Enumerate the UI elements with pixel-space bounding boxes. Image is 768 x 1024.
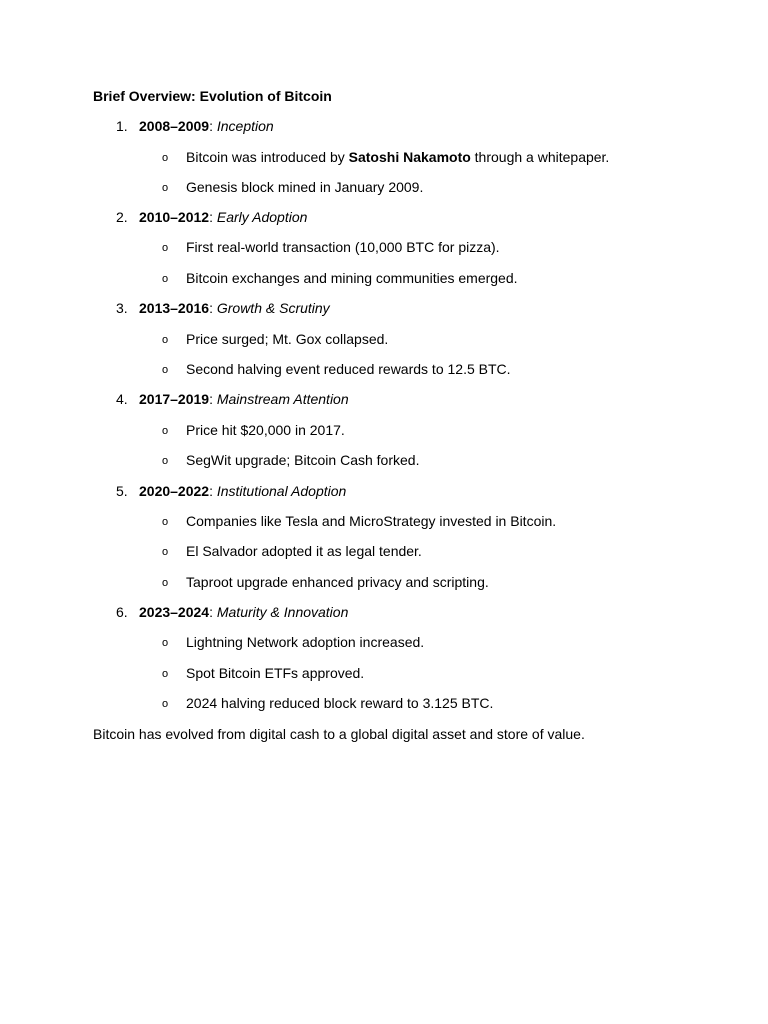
section-separator: : [209,118,213,134]
circle-bullet-icon: o [162,516,169,528]
list-item-text: Spot Bitcoin ETFs approved. [186,665,365,681]
section-separator: : [209,209,213,225]
circle-bullet-icon: o [162,698,169,710]
circle-bullet-icon: o [162,668,169,680]
section-heading-text [139,603,348,621]
conclusion-paragraph: Bitcoin has evolved from digital cash to a global digital asset and store of value. [93,726,585,742]
section-number: 1. [116,118,128,134]
section-separator: : [209,604,213,620]
section-years: 2023–2024 [139,604,210,620]
list-item-text-after: through a whitepaper. [470,149,610,165]
circle-bullet-icon: o [162,273,169,285]
circle-bullet-icon: o [162,334,169,346]
circle-bullet-icon: o [162,425,169,437]
document-title: Brief Overview: Evolution of Bitcoin [93,88,332,104]
section-phase: Mainstream Attention [216,391,349,407]
section-phase: Growth & Scrutiny [216,300,330,316]
circle-bullet-icon: o [162,242,169,254]
list-item-text: First real-world transaction (10,000 BTC for pizza). [186,239,500,255]
list-item-text: Taproot upgrade enhanced privacy and scripting. [186,574,489,590]
circle-bullet-icon: o [162,546,169,558]
highlighted-name: Satoshi Nakamoto [348,149,471,165]
section-phase: Inception [216,118,274,134]
section-number: 5. [116,483,128,499]
list-item-text: El Salvador adopted it as legal tender. [186,543,422,559]
list-item-text: Bitcoin exchanges and mining communities emerged. [186,270,518,286]
circle-bullet-icon: o [162,577,169,589]
section-years: 2013–2016 [139,300,210,316]
section-separator: : [209,391,213,407]
section-phase: Institutional Adoption [216,483,347,499]
list-item-text: Price surged; Mt. Gox collapsed. [186,331,389,347]
section-separator: : [209,300,213,316]
list-item-text: Second halving event reduced rewards to 12.5 BTC. [186,361,511,377]
section-phase: Early Adoption [216,209,308,225]
list-item-text: Price hit $20,000 in 2017. [186,422,345,438]
section-years: 2020–2022 [139,483,210,499]
section-years: 2017–2019 [139,391,210,407]
section-heading-text [139,390,349,408]
list-item-text [186,148,609,166]
section-phase: Maturity & Innovation [216,604,349,620]
section-heading-text [139,482,346,500]
section-number: 4. [116,391,128,407]
circle-bullet-icon: o [162,152,169,164]
section-number: 6. [116,604,128,620]
list-item-text: Companies like Tesla and MicroStrategy invested in Bitcoin. [186,513,557,529]
section-separator: : [209,483,213,499]
circle-bullet-icon: o [162,182,169,194]
circle-bullet-icon: o [162,364,169,376]
section-heading-text [139,117,274,135]
list-item-text: 2024 halving reduced block reward to 3.125 BTC. [186,695,494,711]
section-heading-text [139,208,307,226]
section-number: 3. [116,300,128,316]
list-item-text: Lightning Network adoption increased. [186,634,425,650]
circle-bullet-icon: o [162,455,169,467]
list-item-text-before: Bitcoin was introduced by [186,149,349,165]
section-years: 2008–2009 [139,118,210,134]
section-heading-text [139,299,330,317]
section-years: 2010–2012 [139,209,210,225]
list-item-text: Genesis block mined in January 2009. [186,179,424,195]
circle-bullet-icon: o [162,637,169,649]
list-item-text: SegWit upgrade; Bitcoin Cash forked. [186,452,420,468]
section-number: 2. [116,209,128,225]
